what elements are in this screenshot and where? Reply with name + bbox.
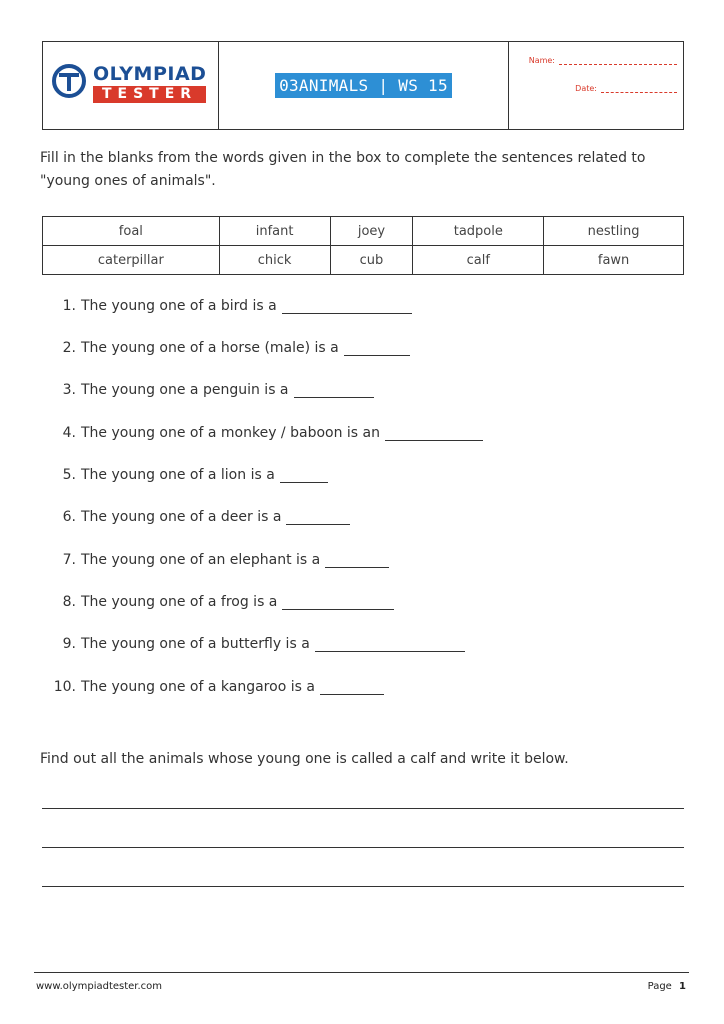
word-cell: infant — [219, 217, 330, 246]
word-cell: chick — [219, 246, 330, 275]
question-item — [40, 382, 374, 398]
question-text: The young one of a frog is a — [81, 594, 278, 610]
question-text: The young one a penguin is a — [81, 382, 289, 398]
logo-word-olympiad: OLYMPIAD — [93, 63, 207, 85]
footer-page — [648, 981, 686, 992]
date-line[interactable] — [601, 91, 677, 93]
question-text: The young one of a lion is a — [81, 467, 275, 483]
question-item — [40, 679, 384, 695]
page-label: Page — [647, 981, 672, 992]
word-cell: tadpole — [413, 217, 544, 246]
word-box — [42, 216, 684, 275]
answer-blank[interactable] — [282, 595, 394, 610]
question-text: The young one of a monkey / baboon is an — [81, 425, 380, 441]
worksheet-title: 03ANIMALS | WS 15 — [275, 73, 452, 98]
answer-blank[interactable] — [344, 341, 410, 356]
question-item — [40, 298, 412, 314]
question-text: The young one of an elephant is a — [81, 552, 321, 568]
answer-blank[interactable] — [294, 383, 374, 398]
question-text: The young one of a deer is a — [81, 509, 282, 525]
answer-blank[interactable] — [325, 553, 389, 568]
question-number: 9. — [62, 636, 76, 652]
name-line[interactable] — [559, 63, 677, 65]
question-number: 3. — [62, 382, 76, 398]
question-text: The young one of a horse (male) is a — [81, 340, 339, 356]
date-label: Date: — [575, 84, 597, 93]
answer-blank[interactable] — [385, 426, 483, 441]
footer-divider — [34, 972, 689, 973]
instructions: Fill in the blanks from the words given in the box to complete the sentences related to "young ones of animals". — [40, 150, 646, 189]
answer-blank[interactable] — [286, 510, 350, 525]
question-item — [40, 509, 350, 525]
answer-line[interactable] — [42, 886, 684, 887]
question-number: 2. — [62, 340, 76, 356]
word-cell: foal — [43, 217, 220, 246]
word-cell: caterpillar — [43, 246, 220, 275]
logo-cell — [43, 42, 219, 129]
question-item — [40, 594, 394, 610]
word-cell: calf — [413, 246, 544, 275]
word-cell: fawn — [544, 246, 684, 275]
question-item — [40, 636, 465, 652]
footer-website: www.olympiadtester.com — [36, 981, 163, 992]
question-item — [40, 340, 410, 356]
name-label: Name: — [528, 56, 555, 65]
question-number: 4. — [62, 425, 76, 441]
title-cell — [219, 42, 509, 129]
answer-line[interactable] — [42, 808, 684, 809]
question-number: 1. — [62, 298, 76, 314]
answer-line[interactable] — [42, 847, 684, 848]
word-row — [43, 217, 684, 246]
question-text: The young one of a butterfly is a — [81, 636, 310, 652]
answer-blank[interactable] — [280, 468, 328, 483]
question-number: 6. — [62, 509, 76, 525]
answer-blank[interactable] — [320, 680, 384, 695]
meta-cell — [509, 42, 683, 129]
name-field[interactable] — [529, 56, 677, 65]
date-field[interactable] — [575, 84, 677, 93]
question-text: The young one of a kangaroo is a — [81, 679, 315, 695]
word-row — [43, 246, 684, 275]
word-cell: nestling — [544, 217, 684, 246]
question-item — [40, 425, 483, 441]
question-number: 7. — [62, 552, 76, 568]
question-number: 5. — [62, 467, 76, 483]
answer-blank[interactable] — [282, 299, 412, 314]
worksheet-header — [42, 41, 684, 130]
question-item — [40, 467, 328, 483]
logo-word-tester: TESTER — [93, 86, 206, 103]
question-number: 10. — [53, 679, 76, 695]
word-cell: joey — [330, 217, 413, 246]
question-item — [40, 552, 389, 568]
logo-t-icon — [52, 64, 86, 98]
question-text: The young one of a bird is a — [81, 298, 277, 314]
find-prompt: Find out all the animals whose young one is called a calf and write it below. — [40, 751, 569, 767]
page-number: 1 — [679, 981, 686, 992]
word-cell: cub — [330, 246, 413, 275]
question-number: 8. — [62, 594, 76, 610]
answer-blank[interactable] — [315, 637, 465, 652]
